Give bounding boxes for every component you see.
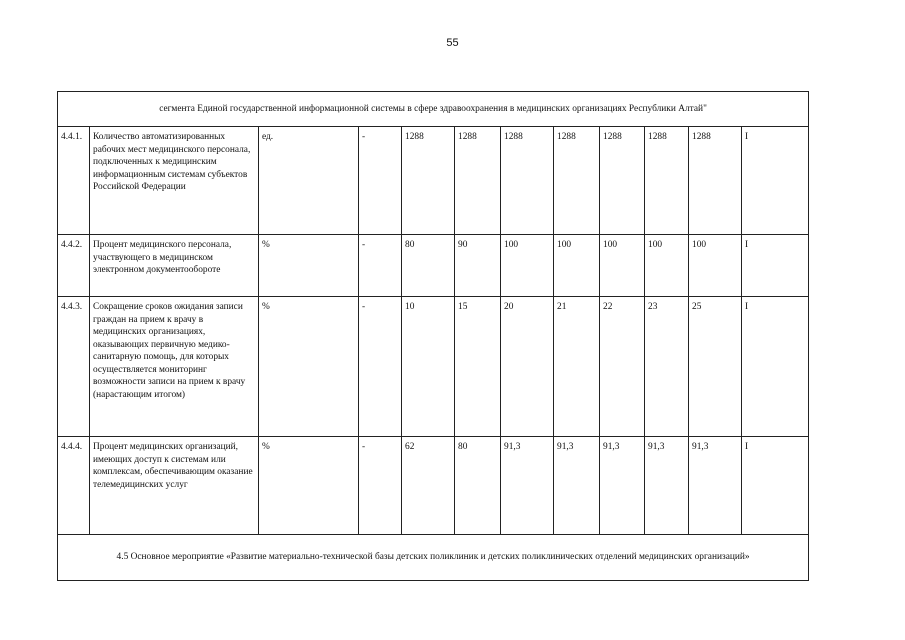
table-row bbox=[58, 297, 809, 437]
value-cell: 1288 bbox=[455, 127, 501, 235]
value-cell: 100 bbox=[501, 235, 554, 297]
value-cell: 100 bbox=[554, 235, 600, 297]
unit-cell: % bbox=[259, 297, 359, 437]
section-header-row bbox=[58, 92, 809, 127]
value-cell: 21 bbox=[554, 297, 600, 437]
value-cell: 90 bbox=[455, 235, 501, 297]
row-number: 4.4.4. bbox=[58, 437, 90, 535]
value-cell: 1288 bbox=[645, 127, 689, 235]
value-cell: 100 bbox=[600, 235, 645, 297]
last-cell: I bbox=[742, 297, 809, 437]
indicator-name: Процент медицинских организаций, имеющих доступ к системам или комплексам, обеспечивающим оказание телемедицинских услуг bbox=[90, 437, 259, 535]
value-cell: 100 bbox=[645, 235, 689, 297]
value-cell: 1288 bbox=[501, 127, 554, 235]
base-value-cell: - bbox=[359, 127, 402, 235]
indicator-name: Процент медицинского персонала, участвующего в медицинском электронном документообороте bbox=[90, 235, 259, 297]
section-footer-text: 4.5 Основное мероприятие «Развитие материально-технической базы детских поликлиник и детских поликлинических отделений медицинских организаций» bbox=[58, 535, 809, 581]
row-number: 4.4.2. bbox=[58, 235, 90, 297]
value-cell: 91,3 bbox=[645, 437, 689, 535]
row-number: 4.4.3. bbox=[58, 297, 90, 437]
value-cell: 10 bbox=[402, 297, 455, 437]
value-cell: 80 bbox=[455, 437, 501, 535]
value-cell: 20 bbox=[501, 297, 554, 437]
last-cell: I bbox=[742, 127, 809, 235]
table-row bbox=[58, 235, 809, 297]
section-footer-row bbox=[58, 535, 809, 581]
value-cell: 23 bbox=[645, 297, 689, 437]
value-cell: 91,3 bbox=[689, 437, 742, 535]
section-header-text: сегмента Единой государственной информационной системы в сфере здравоохранения в медицинских организациях Республики Алтай" bbox=[58, 92, 809, 127]
value-cell: 15 bbox=[455, 297, 501, 437]
unit-cell: % bbox=[259, 235, 359, 297]
value-cell: 22 bbox=[600, 297, 645, 437]
indicator-name: Количество автоматизированных рабочих мест медицинского персонала, подключенных к медицинским информационным системам субъектов Российской Федерации bbox=[90, 127, 259, 235]
row-number: 4.4.1. bbox=[58, 127, 90, 235]
value-cell: 91,3 bbox=[501, 437, 554, 535]
table-row bbox=[58, 437, 809, 535]
last-cell: I bbox=[742, 235, 809, 297]
value-cell: 1288 bbox=[402, 127, 455, 235]
indicators-table bbox=[57, 91, 809, 581]
value-cell: 62 bbox=[402, 437, 455, 535]
value-cell: 1288 bbox=[554, 127, 600, 235]
value-cell: 100 bbox=[689, 235, 742, 297]
value-cell: 1288 bbox=[600, 127, 645, 235]
page-number: 55 bbox=[446, 37, 459, 49]
value-cell: 91,3 bbox=[600, 437, 645, 535]
last-cell: I bbox=[742, 437, 809, 535]
unit-cell: ед. bbox=[259, 127, 359, 235]
base-value-cell: - bbox=[359, 235, 402, 297]
unit-cell: % bbox=[259, 437, 359, 535]
indicator-name: Сокращение сроков ожидания записи граждан на прием к врачу в медицинских организациях, оказывающих первичную медико-санитарную помощь, для которых осуществляется мониторинг возможности записи на прием к врачу (нарастающим итогом) bbox=[90, 297, 259, 437]
value-cell: 91,3 bbox=[554, 437, 600, 535]
value-cell: 25 bbox=[689, 297, 742, 437]
value-cell: 80 bbox=[402, 235, 455, 297]
base-value-cell: - bbox=[359, 437, 402, 535]
base-value-cell: - bbox=[359, 297, 402, 437]
value-cell: 1288 bbox=[689, 127, 742, 235]
table-row bbox=[58, 127, 809, 235]
